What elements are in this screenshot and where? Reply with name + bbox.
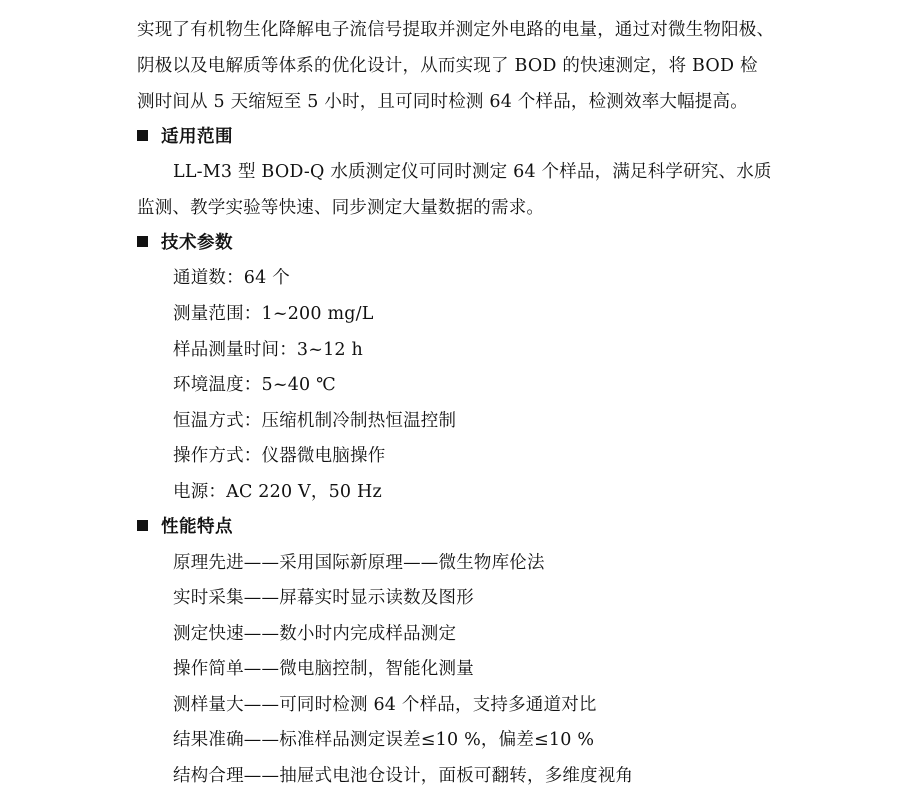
spec-item: 环境温度：5~40 ℃ [173, 375, 336, 395]
square-bullet-icon [137, 236, 148, 247]
section-heading-specs [137, 231, 233, 255]
feature-item: 测定快速——数小时内完成样品测定 [173, 624, 457, 644]
section-heading-text: 技术参数 [161, 233, 233, 253]
feature-item: 操作简单——微电脑控制，智能化测量 [173, 659, 474, 679]
spec-item: 测量范围：1~200 mg/L [173, 304, 374, 324]
section-heading-scope [137, 125, 233, 149]
spec-item: 操作方式：仪器微电脑操作 [173, 446, 386, 466]
square-bullet-icon [137, 520, 148, 531]
section-heading-features [137, 515, 233, 539]
spec-item: 通道数：64 个 [173, 268, 290, 288]
feature-item: 结构合理——抽屉式电池仓设计，面板可翻转，多维度视角 [173, 766, 634, 786]
feature-item: 测样量大——可同时检测 64 个样品，支持多通道对比 [173, 695, 597, 715]
intro-line: 实现了有机物生化降解电子流信号提取并测定外电路的电量，通过对微生物阳极、 [137, 20, 775, 40]
feature-item: 原理先进——采用国际新原理——微生物库伦法 [173, 553, 545, 573]
feature-item: 结果准确——标准样品测定误差≤10 %，偏差≤10 % [173, 730, 595, 750]
spec-item: 电源：AC 220 V，50 Hz [173, 482, 382, 502]
spec-item: 恒温方式：压缩机制冷制热恒温控制 [173, 411, 457, 431]
square-bullet-icon [137, 130, 148, 141]
scope-line: LL-M3 型 BOD-Q 水质测定仪可同时测定 64 个样品，满足科学研究、水质 [173, 162, 772, 182]
intro-line: 阴极以及电解质等体系的优化设计，从而实现了 BOD 的快速测定，将 BOD 检 [137, 56, 758, 76]
scope-line: 监测、教学实验等快速、同步测定大量数据的需求。 [137, 198, 545, 218]
feature-item: 实时采集——屏幕实时显示读数及图形 [173, 588, 474, 608]
section-heading-text: 性能特点 [161, 517, 233, 537]
spec-item: 样品测量时间：3~12 h [173, 340, 363, 360]
section-heading-text: 适用范围 [161, 127, 233, 147]
intro-line: 测时间从 5 天缩短至 5 小时，且可同时检测 64 个样品，检测效率大幅提高。 [137, 92, 748, 112]
